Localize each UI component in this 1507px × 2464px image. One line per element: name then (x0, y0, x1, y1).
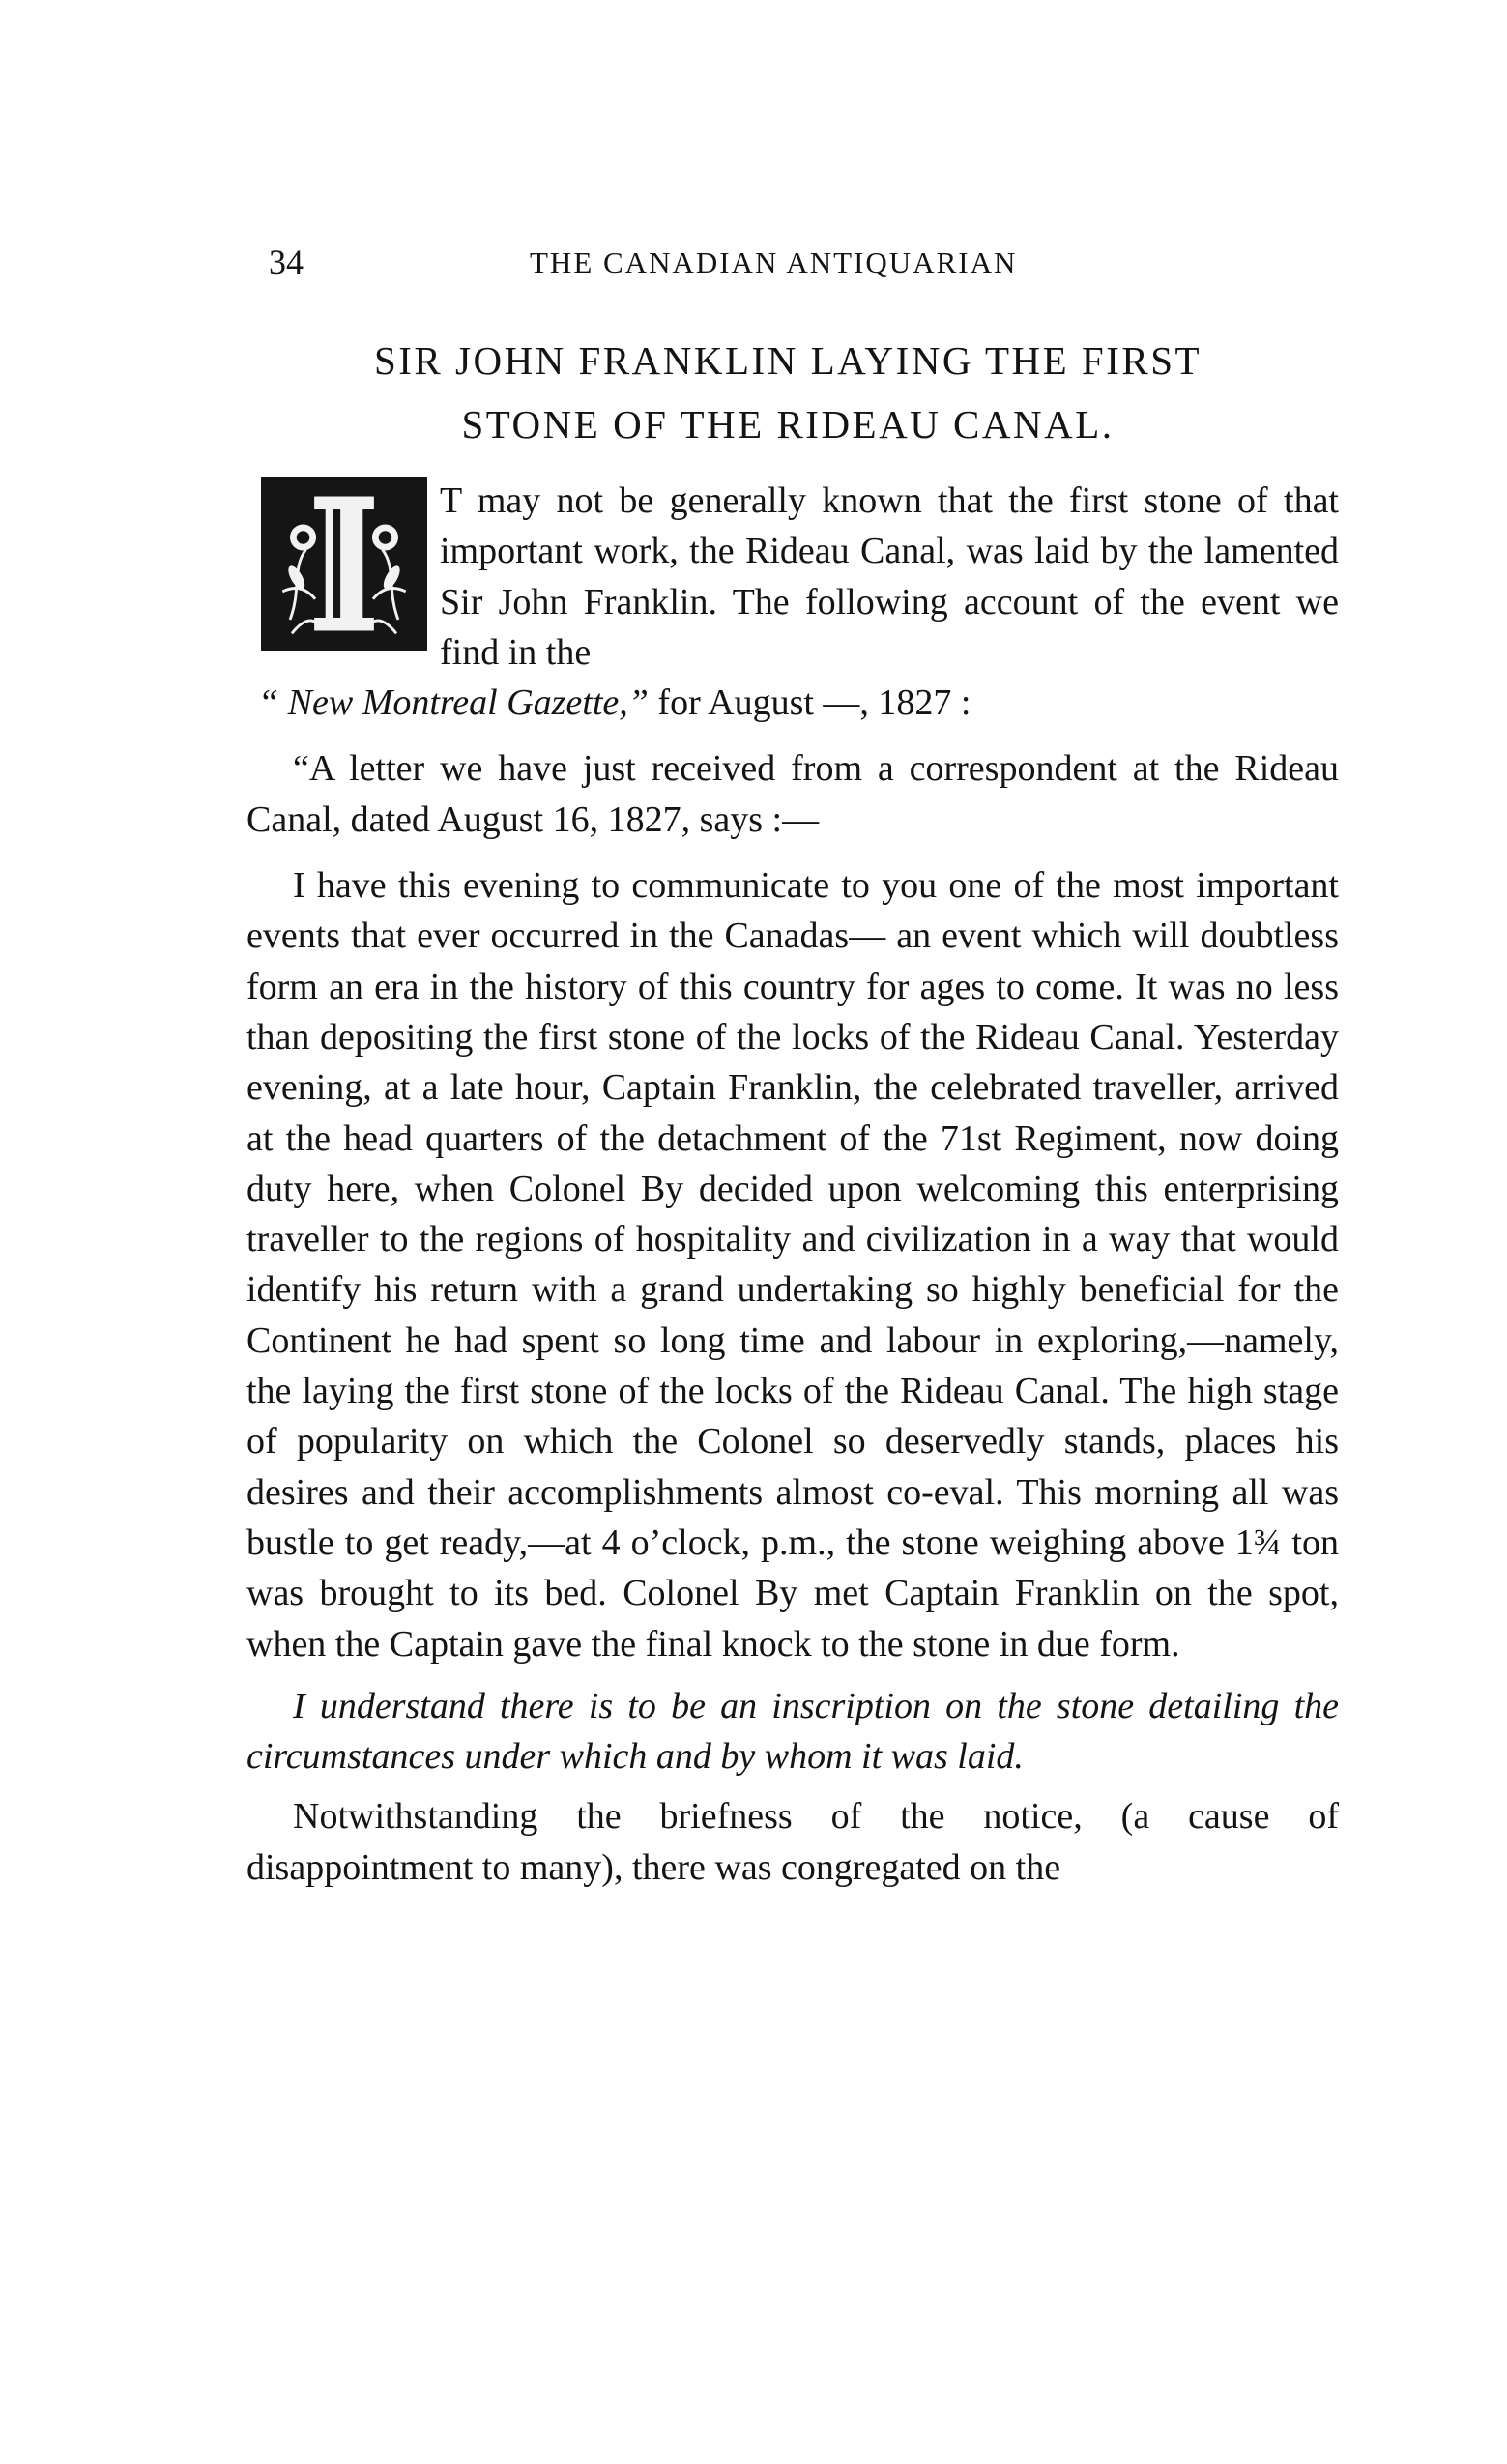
journal-title: THE CANADIAN ANTIQUARIAN (530, 246, 1018, 279)
intro-source-line (258, 678, 1339, 728)
closing-paragraph: Notwithstanding the briefness of the notice, (a cause of disappointment to many), there was congregated on the (246, 1796, 1339, 1888)
letter-body-paragraph: I have this evening to communicate to you one of the most important events that ever occurred in the Canadas— an event which will doubtless form an era in the history of this country for ages to come. It was no less than depositing the first stone of the locks of the Rideau Canal. Yesterday evening, at a late hour, Captain Franklin, the celebrated traveller, arrived at the head quarters of the detachment of the 71st Regiment, now doing duty here, when Colonel By decided upon welcoming this enterprising traveller to the regions of hospitality and civilization in a way that would identify his return with a grand undertaking so highly beneficial for the Continent he had spent so long time and labour in exploring,—namely, the laying the first stone of the locks of the Rideau Canal. The high stage of popularity on which the Colonel so deservedly stands, places his desires and their accomplishments almost co-eval. This morning all was bustle to get ready,—at 4 o’clock, p.m., the stone weighing above 1¾ ton was brought to its bed. Colonel By met Captain Franklin on the spot, when the Captain gave the final knock to the stone in due form. (246, 865, 1339, 1665)
article-body (246, 476, 1339, 1893)
article-title (242, 329, 1334, 456)
running-head (0, 242, 1507, 290)
page-number: 34 (269, 243, 304, 281)
letter-italic-paragraph: I understand there is to be an inscription on the stone detailing the circumstances under which and by whom it was laid. (246, 1685, 1339, 1778)
quote-intro-paragraph: “A letter we have just received from a correspondent at the Rideau Canal, dated August 16, 1827, says :— (246, 748, 1339, 840)
intro-paragraph: T may not be generally known that the first stone of that important work, the Rideau Canal, was laid by the lamented Sir John Franklin. The following account of the event we find in the (440, 480, 1339, 673)
newspaper-name: “ New Montreal Gazette,” (258, 682, 649, 724)
article-title-line-2: STONE OF THE RIDEAU CANAL. (461, 402, 1115, 447)
intro-source-date: for August —, 1827 : (648, 682, 971, 724)
article-title-line-1: SIR JOHN FRANKLIN LAYING THE FIRST (373, 338, 1203, 383)
